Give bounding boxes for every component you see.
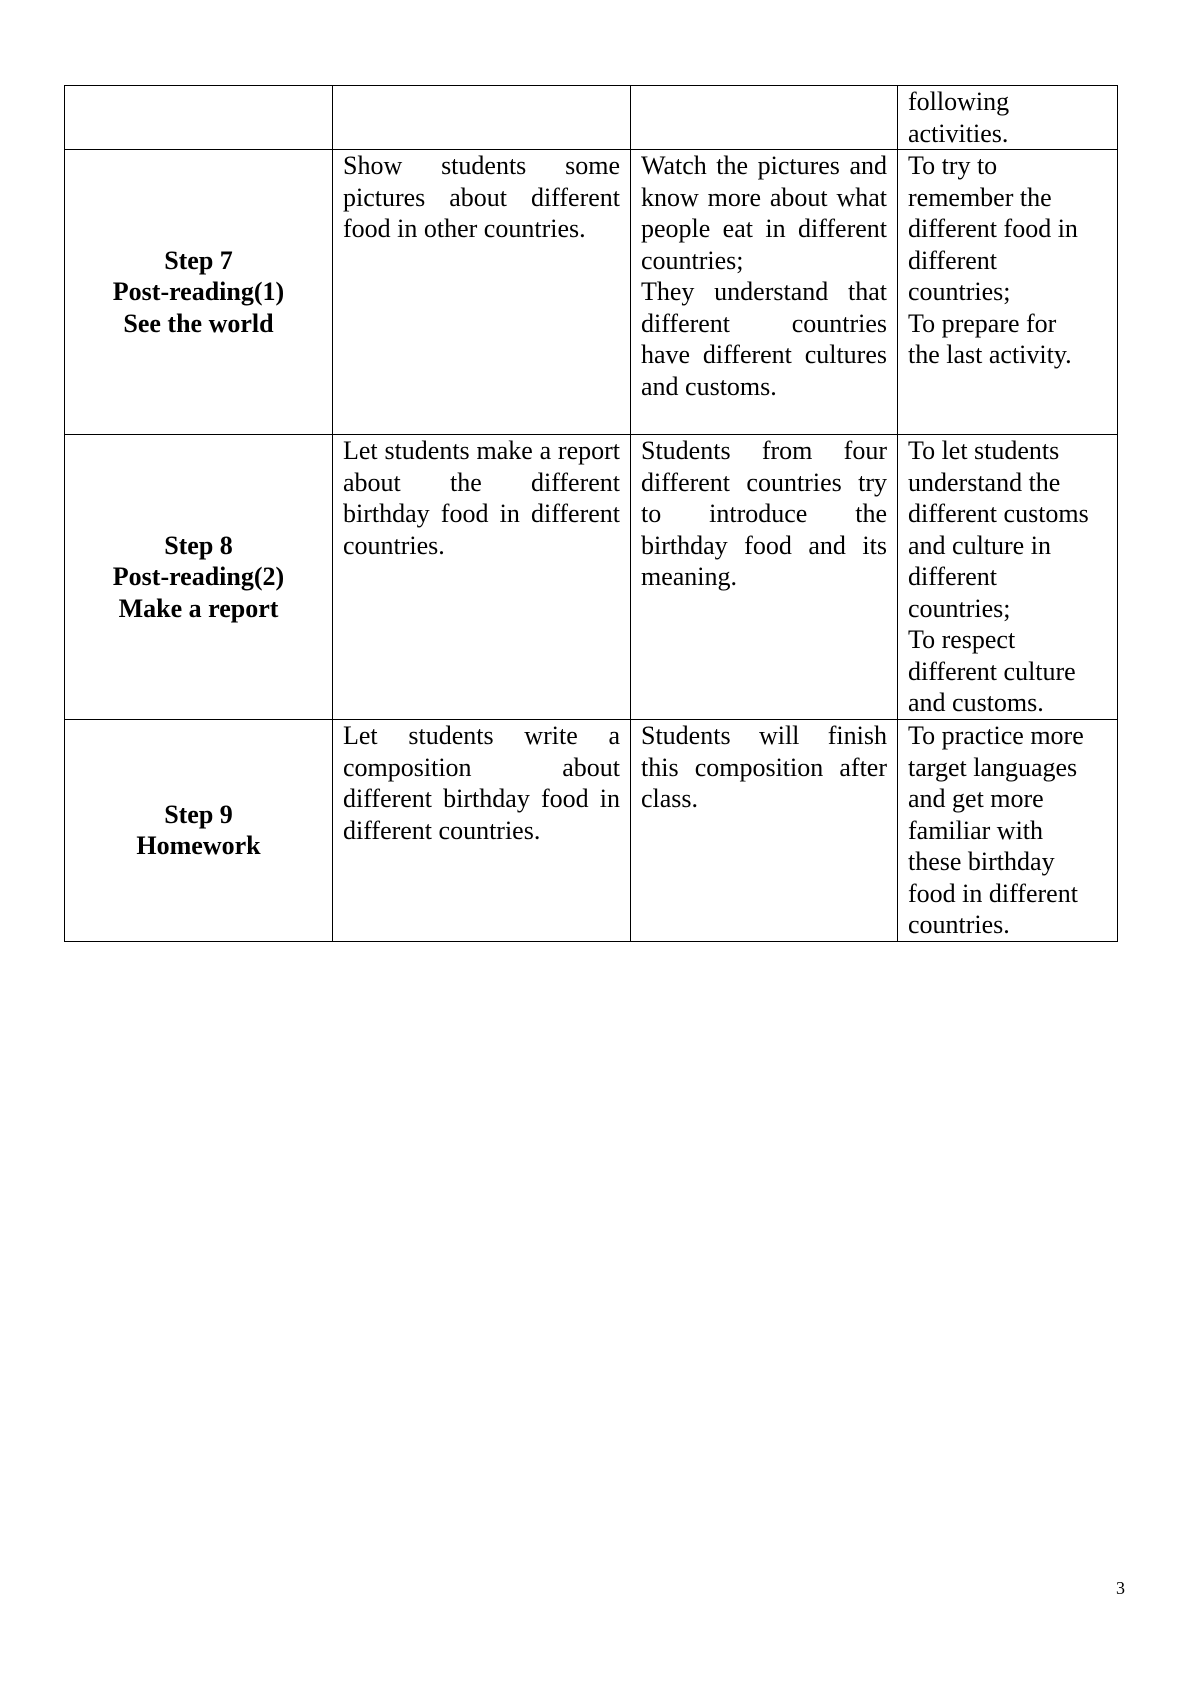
cell-line: different food in bbox=[908, 214, 1078, 243]
cell-line: Students will finish this composition after class. bbox=[641, 721, 887, 813]
cell-line: different customs bbox=[908, 499, 1089, 528]
purpose-cell bbox=[898, 720, 1118, 942]
cell-line: following bbox=[908, 87, 1010, 116]
purpose-cell bbox=[898, 150, 1118, 435]
table-row-step-9 bbox=[65, 720, 1118, 942]
cell-line: different bbox=[908, 245, 998, 275]
table-row-step-7 bbox=[65, 150, 1118, 435]
teacher-activity-cell bbox=[333, 86, 631, 150]
purpose-cell bbox=[898, 86, 1118, 150]
student-activity-cell bbox=[631, 720, 898, 942]
cell-line: Show students some pictures about different food in other countries. bbox=[343, 151, 620, 243]
cell-line: See the world bbox=[123, 308, 274, 338]
cell-line: Step 9 bbox=[164, 799, 233, 829]
cell-line: Students from four different countries try to introduce the birthday food and its meaning. bbox=[641, 436, 887, 591]
cell-line: and culture in bbox=[908, 530, 1051, 560]
table-row-step-8 bbox=[65, 435, 1118, 720]
page-number: 3 bbox=[1116, 1578, 1125, 1598]
cell-line: food in different bbox=[908, 878, 1078, 908]
student-activity-cell bbox=[631, 435, 898, 720]
cell-line: Let students make a report about the different birthday food in different countries. bbox=[343, 436, 620, 560]
cell-line: target languages bbox=[908, 752, 1078, 782]
cell-line: Watch the pictures and know more about what people eat in different countries; bbox=[641, 151, 887, 275]
cell-line: Post-reading(1) bbox=[112, 277, 285, 307]
cell-line: Make a report bbox=[118, 593, 279, 623]
cell-line: understand the bbox=[908, 467, 1061, 497]
cell-line: Step 7 bbox=[164, 245, 233, 275]
cell-line: the last activity. bbox=[908, 340, 1072, 369]
teacher-activity-cell bbox=[333, 720, 631, 942]
cell-line: To try to bbox=[908, 151, 998, 180]
cell-line: To practice more bbox=[908, 721, 1084, 750]
cell-line: They understand that different countries have different cultures and customs. bbox=[641, 277, 887, 401]
cell-line: To prepare for bbox=[908, 308, 1057, 338]
cell-line: countries. bbox=[908, 910, 1010, 939]
teacher-activity-cell bbox=[333, 150, 631, 435]
step-cell bbox=[65, 720, 333, 942]
cell-line: different culture bbox=[908, 656, 1076, 686]
step-cell bbox=[65, 435, 333, 720]
cell-line: activities. bbox=[908, 118, 1009, 148]
student-activity-cell bbox=[631, 150, 898, 435]
cell-line: To respect bbox=[908, 625, 1016, 654]
step-cell bbox=[65, 86, 333, 150]
teacher-activity-cell bbox=[333, 435, 631, 720]
cell-line: and customs. bbox=[908, 688, 1044, 717]
cell-line: To let students bbox=[908, 436, 1060, 465]
cell-line: Step 8 bbox=[164, 530, 233, 560]
cell-line: and get more bbox=[908, 784, 1044, 813]
cell-line: these birthday bbox=[908, 847, 1055, 876]
cell-line: remember the bbox=[908, 182, 1052, 212]
student-activity-cell bbox=[631, 86, 898, 150]
cell-line: Post-reading(2) bbox=[112, 562, 285, 592]
cell-line: familiar with bbox=[908, 815, 1044, 845]
cell-line: Homework bbox=[136, 831, 261, 861]
step-cell bbox=[65, 150, 333, 435]
cell-line: different bbox=[908, 562, 998, 591]
cell-line: countries; bbox=[908, 277, 1011, 306]
lesson-plan-table bbox=[64, 85, 1118, 942]
table-row-continued bbox=[65, 86, 1118, 150]
cell-line: Let students write a composition about different birthday food in different countries. bbox=[343, 721, 620, 845]
cell-line: countries; bbox=[908, 593, 1011, 623]
purpose-cell bbox=[898, 435, 1118, 720]
